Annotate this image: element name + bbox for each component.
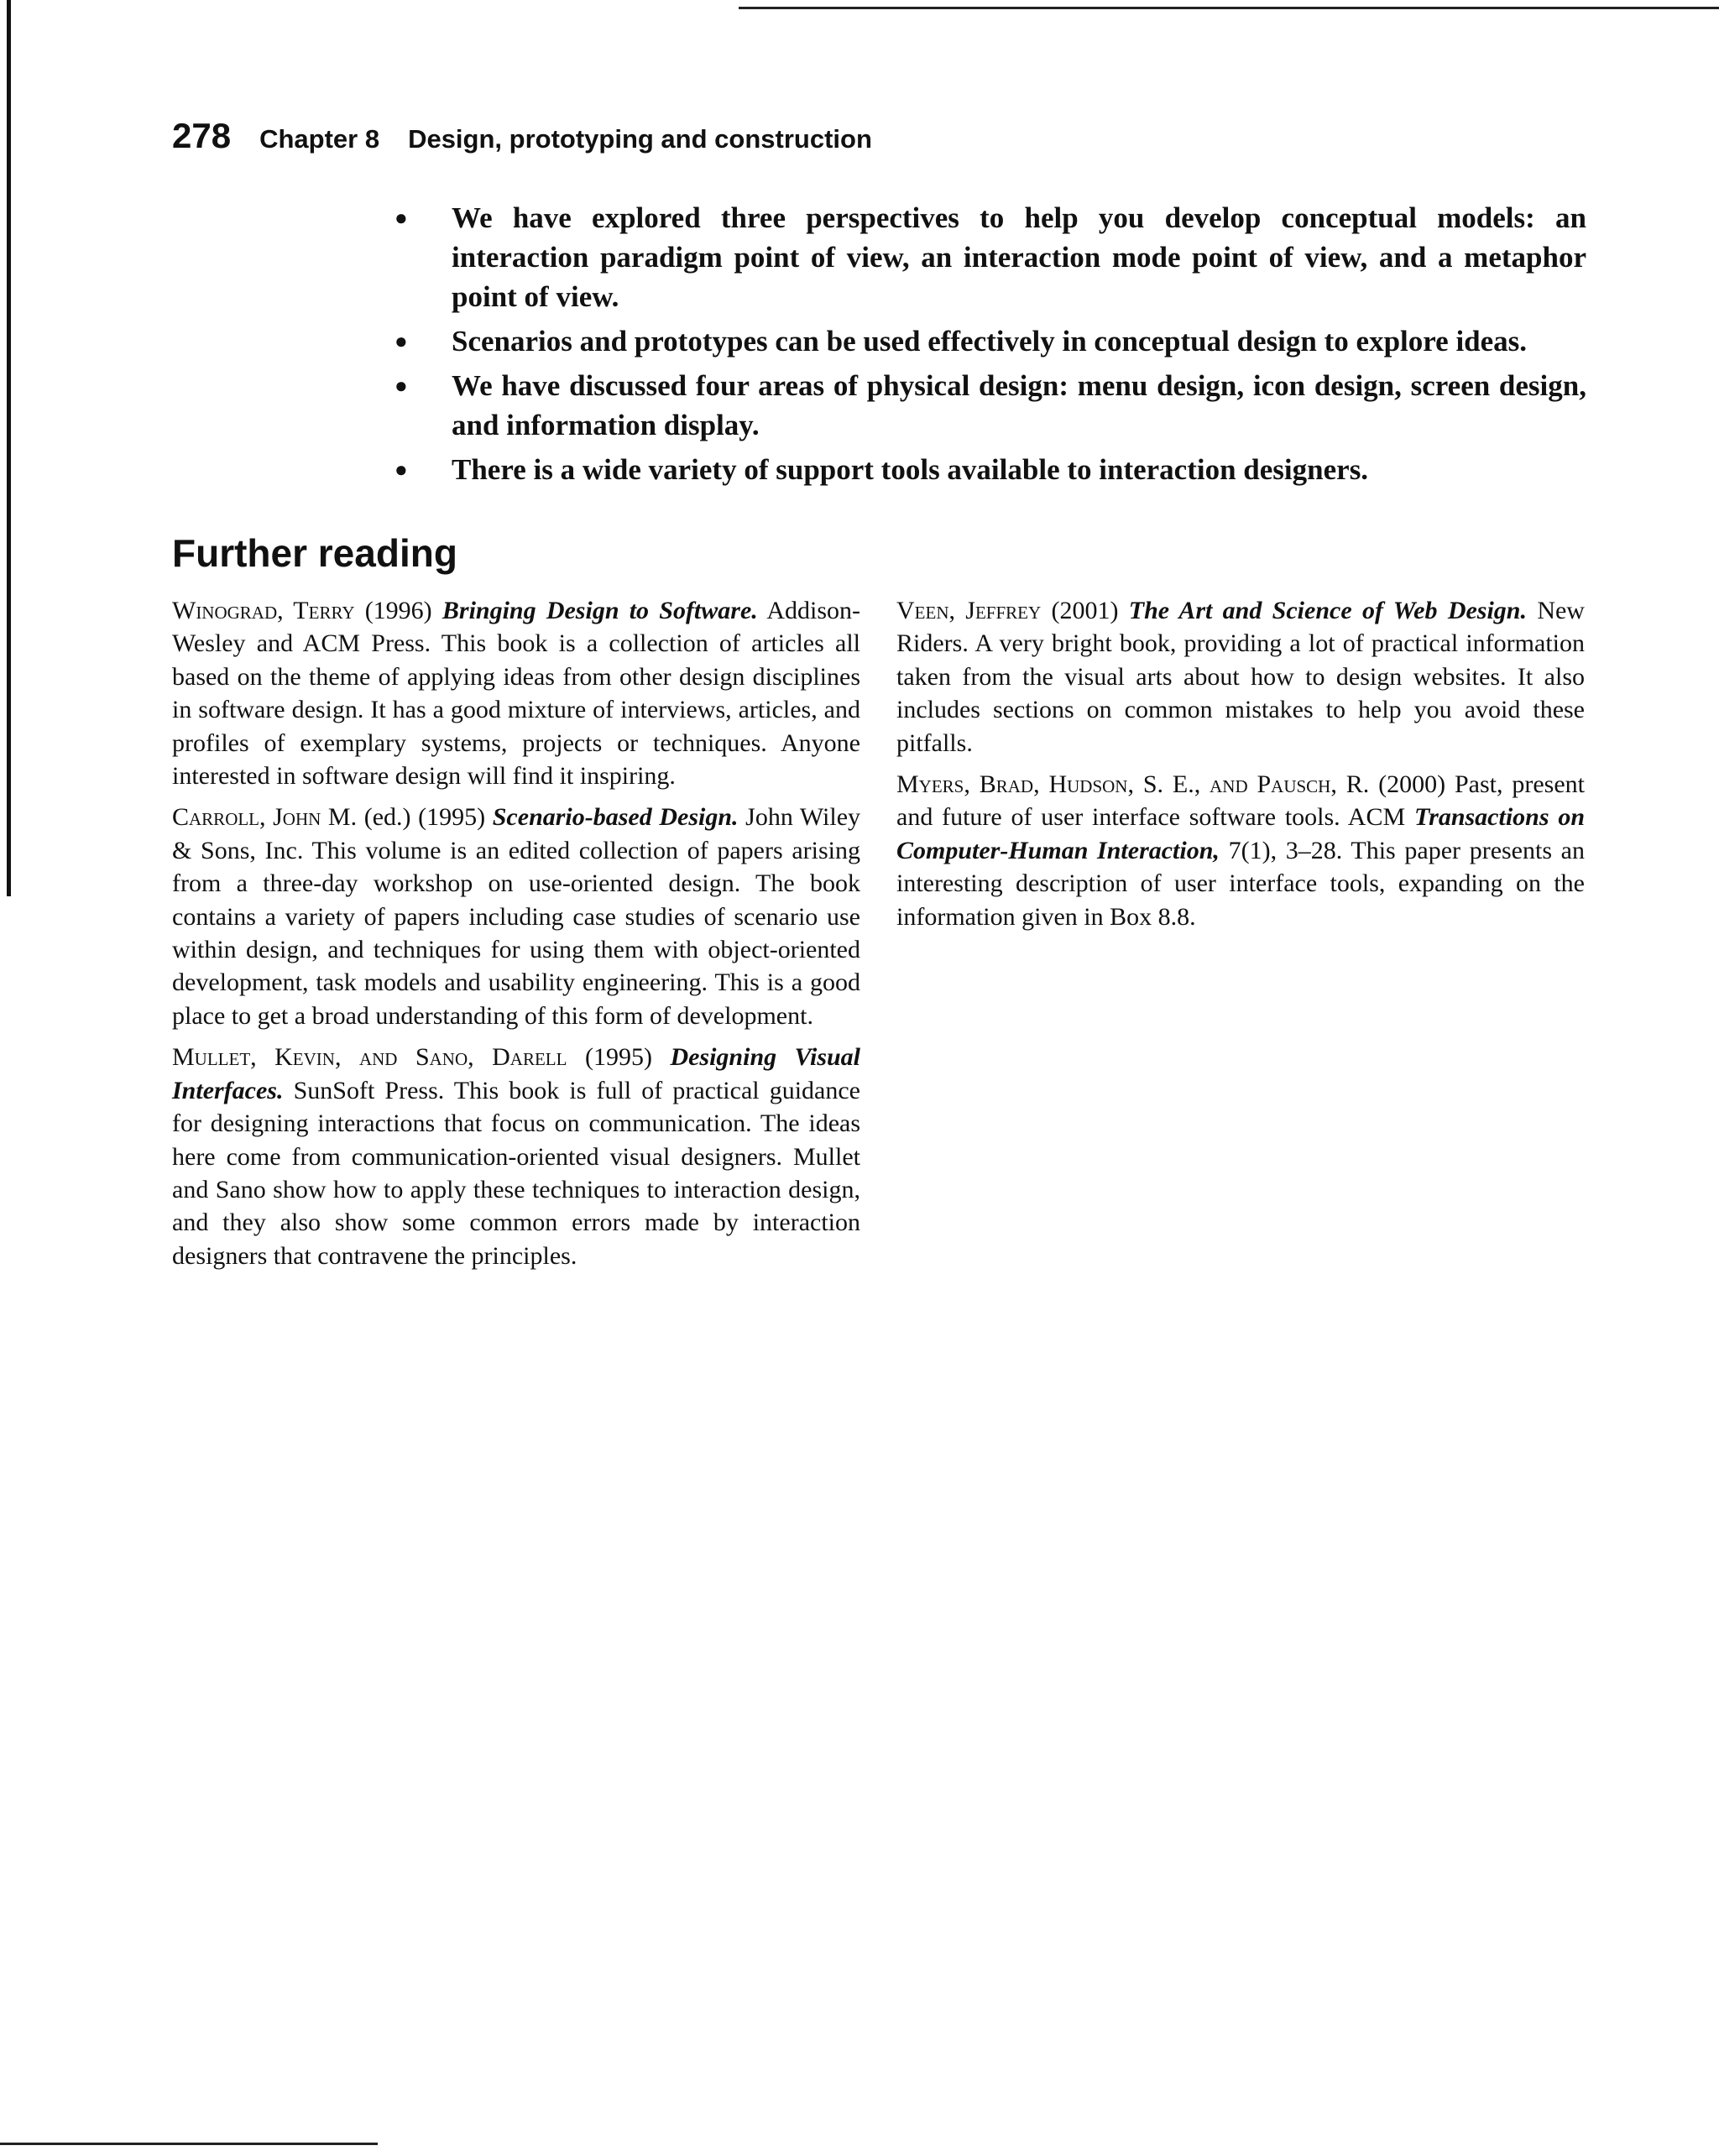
entry-pre: M. (ed.) (1995): [321, 803, 493, 832]
entry-author: Mullet, Kevin, and Sano, Darell: [172, 1043, 567, 1072]
entry-pre: (1995): [567, 1043, 671, 1072]
entry-author: Myers, Brad, Hudson, S. E., and Pausch, R.: [896, 770, 1370, 799]
entry-body: John Wiley & Sons, Inc. This volume is an edited collection of papers arising from a three-day workshop on use-oriented design. The book contains a variety of papers including case studies of scenario use within design, and techniques for using them with object-oriented development, task models and usability engineering. This is a good place to get a broad understanding of this form of development.: [172, 803, 861, 1030]
entry-body: New Riders. A very bright book, providing a lot of practical information taken from the visual arts about how to design websites. It also includes sections on common mistakes to help you avoid these pitfalls.: [896, 597, 1585, 757]
summary-item-text: We have explored three perspectives to help you develop conceptual models: an interaction paradigm point of view, an interaction mode point of view, and a metaphor point of view.: [452, 201, 1586, 313]
top-rule: [739, 7, 1719, 9]
summary-item-text: We have discussed four areas of physical design: menu design, icon design, screen design, and information display.: [452, 369, 1586, 441]
summary-item: [394, 450, 1586, 489]
page-number: 278: [172, 116, 232, 155]
running-head: [172, 116, 872, 156]
entry-body: 7(1), 3–28. This paper presents an interesting description of user interface tools, expanding on the information given in Box 8.8.: [896, 836, 1585, 931]
summary-item: [394, 366, 1586, 445]
entry-work: Scenario-based Design.: [492, 803, 739, 832]
entry-body: Addison-Wesley and ACM Press. This book is a collection of articles all based on the theme of applying ideas from other design disciplines in software design. It has a good mixture of interviews, articles, and profiles of exemplary systems, projects or techniques. Anyone interested in software design will find it inspiring.: [172, 597, 860, 791]
summary-item: [394, 198, 1586, 316]
reading-column-left: [172, 594, 860, 1281]
entry-work: The Art and Science of Web Design.: [1128, 597, 1527, 624]
reading-entry: [896, 594, 1585, 760]
reading-entry: [896, 768, 1585, 933]
summary-item: [394, 321, 1586, 361]
reading-entry: [172, 1041, 860, 1272]
section-title: Further reading: [172, 531, 457, 575]
chapter-label: Chapter 8: [259, 124, 380, 154]
entry-pre: (2001): [1041, 597, 1129, 624]
entry-author: Winograd, Terry: [172, 597, 355, 624]
reading-column-right: [896, 594, 1585, 942]
entry-author: Carroll, John: [172, 803, 321, 832]
summary-list: [394, 198, 1586, 494]
entry-work: Transactions on Computer-Human Interaction,: [896, 803, 1585, 864]
entry-author: Veen, Jeffrey: [896, 597, 1042, 624]
entry-pre: (2000) Past, present and future of user interface software tools. ACM: [896, 770, 1586, 832]
bullet-icon: ●: [394, 373, 408, 398]
entry-work: Bringing Design to Software.: [442, 597, 758, 624]
reading-entry: [172, 801, 860, 1032]
summary-item-text: Scenarios and prototypes can be used effectively in conceptual design to explore ideas.: [452, 325, 1528, 358]
bottom-rule: [0, 2143, 378, 2145]
entry-body: SunSoft Press. This book is full of practical guidance for designing interactions that focus on communication. The ideas here come from communication-oriented visual designers. Mullet and Sano show how to apply these techniques to interaction design, and they also show some common errors made by interaction designers that contravene the principles.: [172, 1076, 860, 1270]
entry-pre: (1996): [354, 597, 442, 624]
chapter-title: Design, prototyping and construction: [408, 124, 872, 154]
bullet-icon: ●: [394, 206, 408, 230]
bullet-icon: ●: [394, 457, 408, 482]
entry-work: Designing Visual Interfaces.: [172, 1043, 861, 1104]
summary-item-text: There is a wide variety of support tools available to interaction designers.: [452, 453, 1369, 486]
bullet-icon: ●: [394, 329, 408, 353]
reading-entry: [172, 594, 860, 792]
left-margin-bar: [7, 0, 11, 896]
